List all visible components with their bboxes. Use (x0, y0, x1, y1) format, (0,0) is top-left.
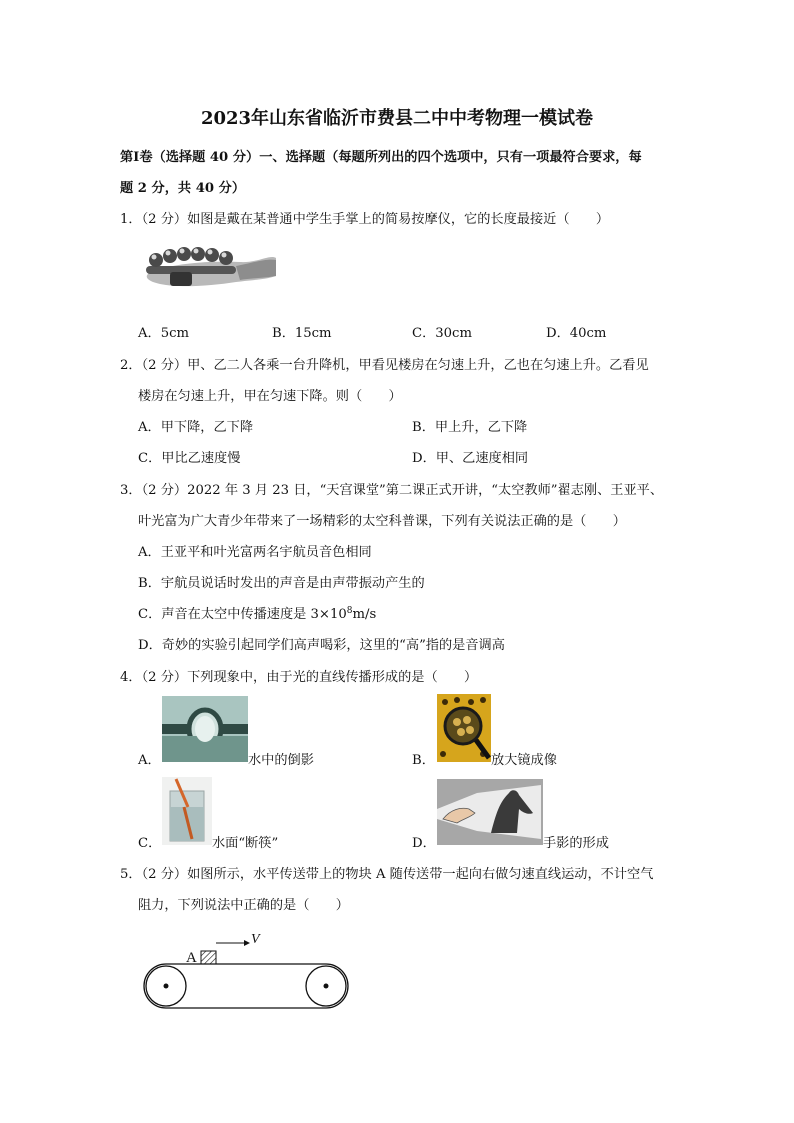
q3-option-a: A．王亚平和叶光富两名宇航员音色相同 (138, 545, 372, 560)
q4-option-d-caption: 手影的形成 (543, 836, 609, 851)
q2-option-c: C．甲比乙速度慢 (138, 451, 241, 466)
q4-option-d-letter: D． (412, 836, 436, 851)
q4-option-b-letter: B． (412, 753, 435, 768)
hand-shadow-image (437, 779, 543, 845)
q2-option-b: B．甲上升，乙下降 (412, 420, 528, 435)
q4-option-b-caption: 放大镜成像 (491, 753, 557, 768)
q3-option-c-text: C．声音在太空中传播速度是 3×10 (138, 607, 347, 622)
q3-option-b: B．宇航员说话时发出的声音是由声带振动产生的 (138, 576, 425, 591)
section-heading-line2: 题 2 分，共 40 分） (120, 181, 246, 196)
velocity-label: V (251, 932, 260, 947)
q3-option-c-exponent: 8 (346, 606, 353, 616)
conveyor-belt-diagram (140, 926, 354, 1010)
block-label: A (186, 950, 197, 966)
q3-option-d: D．奇妙的实验引起同学们高声喝彩，这里的“高”指的是音调高 (138, 638, 505, 653)
massager-image (140, 236, 278, 292)
question-4-stem: 4．（2 分）下列现象中，由于光的直线传播形成的是（ ） (120, 670, 478, 685)
q1-option-c: C．30cm (412, 326, 472, 341)
q4-option-a-letter: A． (138, 753, 161, 768)
q1-option-d: D．40cm (546, 326, 607, 341)
magnifier-image (437, 694, 491, 762)
question-3-stem-line1: 3．（2 分）2022 年 3 月 23 日，“天宫课堂”第二课正式开讲，“太空教师”翟志刚、王亚平、 (120, 483, 664, 498)
q2-option-d: D．甲、乙速度相同 (412, 451, 529, 466)
q4-option-c-caption: 水面“断筷” (212, 836, 279, 851)
section-heading-line1: 第Ⅰ卷（选择题 40 分）一、选择题（每题所列出的四个选项中，只有一项最符合要求，每 (120, 150, 642, 165)
question-1-stem: 1．（2 分）如图是戴在某普通中学生手掌上的简易按摩仪，它的长度最接近（ ） (120, 212, 610, 227)
question-2-stem-line2: 楼房在匀速上升，甲在匀速下降。则（ ） (138, 389, 402, 404)
exam-title: 2023年山东省临沂市费县二中中考物理一模试卷 (200, 108, 594, 129)
q4-option-c-letter: C． (138, 836, 162, 851)
q1-option-b: B．15cm (272, 326, 332, 341)
q3-option-c (138, 603, 376, 622)
question-3-stem-line2: 叶光富为广大青少年带来了一场精彩的太空科普课，下列有关说法正确的是（ ） (138, 514, 626, 529)
q1-option-a: A．5cm (138, 326, 189, 341)
bridge-reflection-image (162, 696, 248, 762)
question-5-stem-line1: 5．（2 分）如图所示，水平传送带上的物块 A 随传送带一起向右做匀速直线运动，不计空气 (120, 867, 654, 882)
q2-option-a: A．甲下降，乙下降 (138, 420, 254, 435)
q4-option-a-caption: 水中的倒影 (248, 753, 314, 768)
q3-option-c-unit: m/s (352, 607, 377, 622)
chopstick-in-water-image (162, 777, 212, 845)
question-2-stem-line1: 2．（2 分）甲、乙二人各乘一台升降机，甲看见楼房在匀速上升，乙也在匀速上升。乙看见 (120, 358, 649, 373)
question-5-stem-line2: 阻力，下列说法中正确的是（ ） (138, 898, 349, 913)
